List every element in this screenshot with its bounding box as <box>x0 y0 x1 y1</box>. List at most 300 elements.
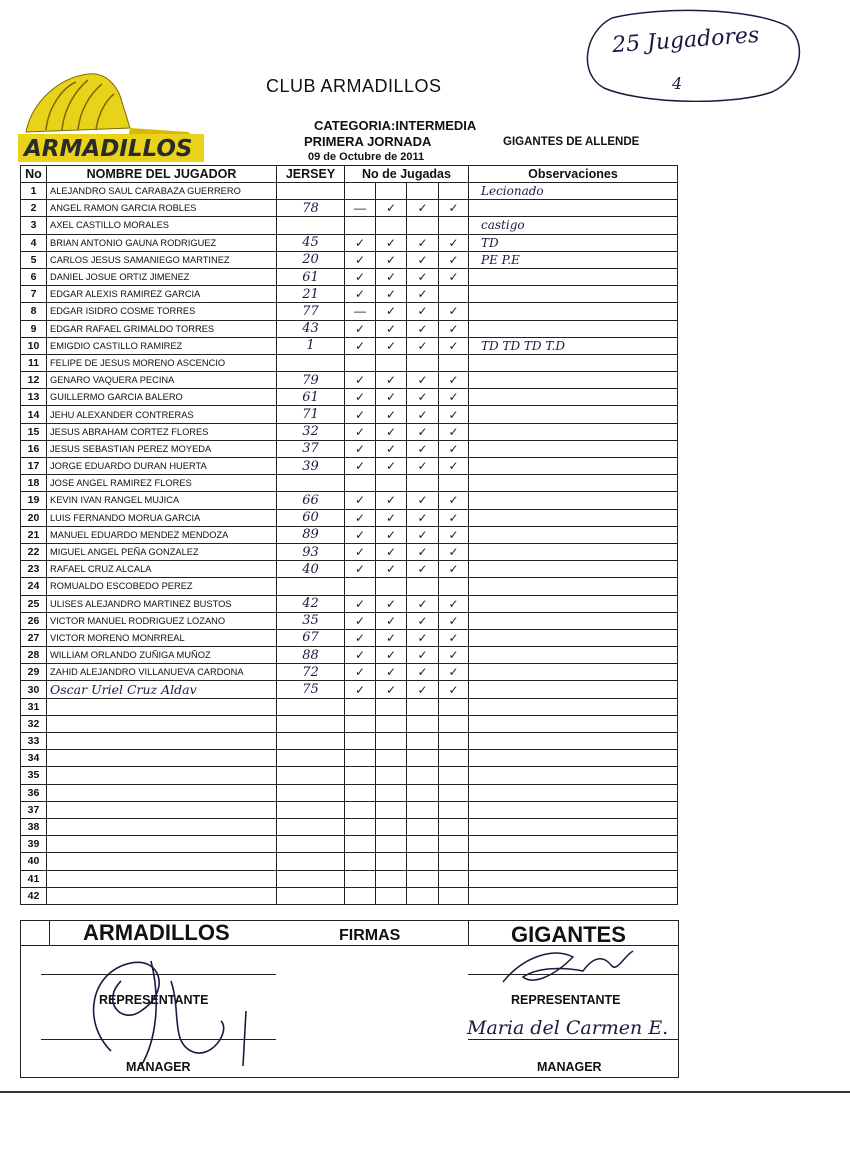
player-name: Oscar Uriel Cruz Aldav <box>47 681 277 698</box>
play-mark <box>439 870 469 887</box>
row-number: 15 <box>21 423 47 440</box>
observation <box>469 870 678 887</box>
play-mark <box>407 183 439 200</box>
jersey-number: 60 <box>277 509 345 526</box>
right-team-label: GIGANTES <box>511 922 626 947</box>
play-mark: ✓ <box>439 647 469 664</box>
play-mark: ✓ <box>439 303 469 320</box>
table-row <box>21 475 678 492</box>
player-name: MANUEL EDUARDO MENDEZ MENDOZA <box>47 526 277 543</box>
play-mark: ✓ <box>345 458 376 475</box>
header-no: No <box>21 166 47 183</box>
logo-text: ARMADILLOS <box>24 136 193 162</box>
play-mark: ✓ <box>407 612 439 629</box>
observation <box>469 612 678 629</box>
table-row <box>21 234 678 251</box>
table-row <box>21 286 678 303</box>
table-row <box>21 887 678 904</box>
jersey-number <box>277 836 345 853</box>
table-row <box>21 543 678 560</box>
play-mark <box>439 818 469 835</box>
table-row <box>21 458 678 475</box>
firmas-label: FIRMAS <box>339 927 401 944</box>
play-mark <box>345 475 376 492</box>
row-number: 32 <box>21 715 47 732</box>
table-row <box>21 784 678 801</box>
play-mark: ✓ <box>376 543 407 560</box>
right-signature-scribble <box>493 937 643 997</box>
player-name: ANGEL RAMON GARCIA ROBLES <box>47 200 277 217</box>
table-row <box>21 578 678 595</box>
player-name: LUIS FERNANDO MORUA GARCIA <box>47 509 277 526</box>
row-number: 28 <box>21 647 47 664</box>
play-mark: ✓ <box>407 561 439 578</box>
row-number: 14 <box>21 406 47 423</box>
jersey-number: 45 <box>277 234 345 251</box>
player-name: EDGAR ALEXIS RAMIREZ GARCIA <box>47 286 277 303</box>
player-name: ULISES ALEJANDRO MARTINEZ BUSTOS <box>47 595 277 612</box>
jersey-number: 35 <box>277 612 345 629</box>
play-mark: ✓ <box>376 286 407 303</box>
header-name: NOMBRE DEL JUGADOR <box>47 166 277 183</box>
observation <box>469 268 678 285</box>
play-mark: ✓ <box>376 664 407 681</box>
play-mark: ✓ <box>407 647 439 664</box>
play-mark <box>407 733 439 750</box>
player-name <box>47 698 277 715</box>
play-mark <box>376 733 407 750</box>
play-mark <box>345 887 376 904</box>
jersey-number <box>277 733 345 750</box>
row-number: 36 <box>21 784 47 801</box>
observation <box>469 406 678 423</box>
observation <box>469 561 678 578</box>
row-number: 40 <box>21 853 47 870</box>
play-mark <box>345 733 376 750</box>
left-signature-scribble <box>71 941 271 1071</box>
play-mark <box>407 217 439 234</box>
play-mark: ✓ <box>407 337 439 354</box>
table-row <box>21 681 678 698</box>
jersey-number: 75 <box>277 681 345 698</box>
play-mark: ✓ <box>439 681 469 698</box>
observation <box>469 733 678 750</box>
play-mark: ✓ <box>439 440 469 457</box>
jersey-number: 79 <box>277 372 345 389</box>
play-mark <box>376 801 407 818</box>
page-edge <box>0 1091 850 1093</box>
play-mark: ✓ <box>345 337 376 354</box>
row-number: 6 <box>21 268 47 285</box>
play-mark <box>345 801 376 818</box>
play-mark <box>439 887 469 904</box>
play-mark <box>439 183 469 200</box>
jersey-number: 20 <box>277 251 345 268</box>
play-mark: ✓ <box>407 458 439 475</box>
jersey-number: 71 <box>277 406 345 423</box>
row-number: 30 <box>21 681 47 698</box>
row-number: 35 <box>21 767 47 784</box>
play-mark <box>345 853 376 870</box>
play-mark <box>345 750 376 767</box>
play-mark: ✓ <box>407 492 439 509</box>
play-mark <box>439 217 469 234</box>
table-row <box>21 303 678 320</box>
play-mark: ✓ <box>345 681 376 698</box>
row-number: 27 <box>21 629 47 646</box>
observation <box>469 715 678 732</box>
play-mark <box>376 750 407 767</box>
jersey-number: 61 <box>277 389 345 406</box>
observation <box>469 372 678 389</box>
play-mark <box>376 217 407 234</box>
jersey-number: 93 <box>277 543 345 560</box>
play-mark <box>376 715 407 732</box>
sig-divider <box>49 921 50 945</box>
play-mark <box>376 870 407 887</box>
play-mark <box>407 784 439 801</box>
row-number: 19 <box>21 492 47 509</box>
play-mark <box>407 354 439 371</box>
play-mark: ✓ <box>439 337 469 354</box>
player-name: ROMUALDO ESCOBEDO PEREZ <box>47 578 277 595</box>
observation <box>469 681 678 698</box>
player-name <box>47 836 277 853</box>
play-mark: ✓ <box>376 681 407 698</box>
play-mark <box>376 183 407 200</box>
jersey-number <box>277 475 345 492</box>
play-mark: ✓ <box>345 629 376 646</box>
table-row <box>21 183 678 200</box>
observation <box>469 836 678 853</box>
table-row <box>21 354 678 371</box>
play-mark <box>439 750 469 767</box>
observation: TD TD TD T.D <box>469 337 678 354</box>
jersey-number <box>277 698 345 715</box>
player-name <box>47 767 277 784</box>
play-mark: ✓ <box>345 286 376 303</box>
table-row <box>21 526 678 543</box>
opponent-label: GIGANTES DE ALLENDE <box>503 136 640 148</box>
play-mark <box>407 475 439 492</box>
play-mark: ✓ <box>345 268 376 285</box>
play-mark <box>439 801 469 818</box>
row-number: 12 <box>21 372 47 389</box>
sig-divider <box>468 921 469 945</box>
play-mark: ✓ <box>439 509 469 526</box>
observation <box>469 354 678 371</box>
observation <box>469 698 678 715</box>
player-name: GENARO VAQUERA PECINA <box>47 372 277 389</box>
play-mark: ✓ <box>439 458 469 475</box>
row-number: 29 <box>21 664 47 681</box>
observation: castigo <box>469 217 678 234</box>
player-name: RAFAEL CRUZ ALCALA <box>47 561 277 578</box>
row-number: 23 <box>21 561 47 578</box>
play-mark <box>376 698 407 715</box>
observation: TD <box>469 234 678 251</box>
play-mark: ✓ <box>407 526 439 543</box>
row-number: 13 <box>21 389 47 406</box>
player-name: AXEL CASTILLO MORALES <box>47 217 277 234</box>
table-row <box>21 509 678 526</box>
play-mark: ✓ <box>439 406 469 423</box>
play-mark: ✓ <box>376 595 407 612</box>
play-mark: ✓ <box>439 561 469 578</box>
play-mark: ✓ <box>439 423 469 440</box>
table-row <box>21 320 678 337</box>
table-row <box>21 372 678 389</box>
play-mark <box>439 475 469 492</box>
row-number: 8 <box>21 303 47 320</box>
table-row <box>21 337 678 354</box>
observation <box>469 475 678 492</box>
row-number: 5 <box>21 251 47 268</box>
play-mark: ✓ <box>376 647 407 664</box>
observation <box>469 818 678 835</box>
table-row <box>21 217 678 234</box>
play-mark: ✓ <box>407 440 439 457</box>
observation <box>469 440 678 457</box>
table-row <box>21 268 678 285</box>
play-mark: ✓ <box>407 320 439 337</box>
observation <box>469 200 678 217</box>
play-mark: ✓ <box>376 629 407 646</box>
table-row <box>21 698 678 715</box>
play-mark: ✓ <box>439 526 469 543</box>
play-mark: ✓ <box>345 526 376 543</box>
play-mark: ✓ <box>345 320 376 337</box>
play-mark: ✓ <box>439 543 469 560</box>
row-number: 1 <box>21 183 47 200</box>
jersey-number <box>277 853 345 870</box>
play-mark <box>376 784 407 801</box>
table-row <box>21 423 678 440</box>
observation <box>469 853 678 870</box>
jersey-number: 37 <box>277 440 345 457</box>
row-number: 37 <box>21 801 47 818</box>
play-mark: ✓ <box>439 268 469 285</box>
jersey-number: 61 <box>277 268 345 285</box>
row-number: 25 <box>21 595 47 612</box>
play-mark <box>376 887 407 904</box>
play-mark: ✓ <box>376 458 407 475</box>
play-mark: ✓ <box>376 389 407 406</box>
row-number: 31 <box>21 698 47 715</box>
play-mark: ✓ <box>376 492 407 509</box>
jersey-number <box>277 818 345 835</box>
play-mark: ✓ <box>407 303 439 320</box>
play-mark <box>345 818 376 835</box>
jersey-number: 40 <box>277 561 345 578</box>
table-row <box>21 647 678 664</box>
left-team-label: ARMADILLOS <box>83 920 230 945</box>
table-row <box>21 801 678 818</box>
play-mark: ✓ <box>407 406 439 423</box>
row-number: 34 <box>21 750 47 767</box>
row-number: 39 <box>21 836 47 853</box>
jersey-number: 43 <box>277 320 345 337</box>
table-row <box>21 818 678 835</box>
observation <box>469 492 678 509</box>
play-mark <box>439 853 469 870</box>
jersey-number: 72 <box>277 664 345 681</box>
jersey-number: 78 <box>277 200 345 217</box>
jersey-number <box>277 750 345 767</box>
play-mark <box>407 578 439 595</box>
play-mark <box>345 217 376 234</box>
jersey-number <box>277 183 345 200</box>
play-mark: ✓ <box>345 389 376 406</box>
jersey-number <box>277 354 345 371</box>
player-name: DANIEL JOSUE ORTIZ JIMENEZ <box>47 268 277 285</box>
note-handwritten: 25 Jugadores <box>611 22 761 59</box>
play-mark <box>407 801 439 818</box>
jersey-number <box>277 784 345 801</box>
play-mark: ✓ <box>345 251 376 268</box>
table-row <box>21 733 678 750</box>
play-mark: ✓ <box>376 251 407 268</box>
table-row <box>21 561 678 578</box>
play-mark: ✓ <box>345 647 376 664</box>
play-mark: ✓ <box>376 337 407 354</box>
observation <box>469 767 678 784</box>
play-mark <box>407 818 439 835</box>
right-representante-label: REPRESENTANTE <box>511 993 621 1007</box>
play-mark <box>345 354 376 371</box>
observation <box>469 887 678 904</box>
observation <box>469 389 678 406</box>
row-number: 10 <box>21 337 47 354</box>
table-row <box>21 595 678 612</box>
jersey-number <box>277 217 345 234</box>
play-mark: ✓ <box>439 629 469 646</box>
play-mark <box>439 784 469 801</box>
header-observaciones: Observaciones <box>469 166 678 183</box>
play-mark <box>345 784 376 801</box>
row-number: 17 <box>21 458 47 475</box>
play-mark: ✓ <box>439 251 469 268</box>
player-name: FELIPE DE JESUS MORENO ASCENCIO <box>47 354 277 371</box>
play-mark <box>345 870 376 887</box>
play-mark: ✓ <box>407 251 439 268</box>
row-number: 3 <box>21 217 47 234</box>
play-mark: ✓ <box>439 234 469 251</box>
jersey-number: 42 <box>277 595 345 612</box>
right-manager-signature: Maria del Carmen E. <box>467 1017 669 1039</box>
row-number: 38 <box>21 818 47 835</box>
categoria-label: CATEGORIA:INTERMEDIA <box>314 118 477 133</box>
play-mark: ✓ <box>439 492 469 509</box>
play-mark <box>407 887 439 904</box>
play-mark: ✓ <box>407 372 439 389</box>
play-mark: ✓ <box>439 595 469 612</box>
row-number: 4 <box>21 234 47 251</box>
play-mark <box>407 698 439 715</box>
play-mark: ✓ <box>407 543 439 560</box>
play-mark <box>376 836 407 853</box>
observation <box>469 664 678 681</box>
note-handwritten-sub: 4 <box>672 74 683 93</box>
player-name <box>47 784 277 801</box>
row-number: 11 <box>21 354 47 371</box>
play-mark: ✓ <box>407 595 439 612</box>
play-mark <box>439 578 469 595</box>
jersey-number: 21 <box>277 286 345 303</box>
play-mark: ✓ <box>376 612 407 629</box>
observation <box>469 509 678 526</box>
table-row <box>21 406 678 423</box>
play-mark: ✓ <box>376 509 407 526</box>
observation <box>469 750 678 767</box>
play-mark: ✓ <box>345 234 376 251</box>
player-name <box>47 801 277 818</box>
player-name: VICTOR MANUEL RODRIGUEZ LOZANO <box>47 612 277 629</box>
table-row <box>21 767 678 784</box>
signatures-box <box>20 920 679 1078</box>
play-mark: ✓ <box>345 492 376 509</box>
jersey-number: 89 <box>277 526 345 543</box>
play-mark <box>407 853 439 870</box>
play-mark <box>345 715 376 732</box>
play-mark <box>345 183 376 200</box>
play-mark: ✓ <box>376 406 407 423</box>
play-mark: ✓ <box>439 664 469 681</box>
player-name: EDGAR RAFAEL GRIMALDO TORRES <box>47 320 277 337</box>
table-row <box>21 750 678 767</box>
play-mark: ✓ <box>439 612 469 629</box>
right-manager-label: MANAGER <box>537 1060 602 1074</box>
observation <box>469 784 678 801</box>
play-mark: ✓ <box>407 200 439 217</box>
play-mark: ✓ <box>376 372 407 389</box>
observation <box>469 526 678 543</box>
play-mark <box>345 578 376 595</box>
table-row <box>21 612 678 629</box>
observation <box>469 595 678 612</box>
play-mark <box>376 354 407 371</box>
play-mark: ✓ <box>407 664 439 681</box>
table-row <box>21 251 678 268</box>
date-label: 09 de Octubre de 2011 <box>308 151 425 163</box>
roster-table <box>20 165 678 905</box>
play-mark: ✓ <box>345 509 376 526</box>
jersey-number <box>277 767 345 784</box>
play-mark: ✓ <box>407 423 439 440</box>
player-name <box>47 733 277 750</box>
jersey-number <box>277 887 345 904</box>
play-mark: ✓ <box>345 440 376 457</box>
left-manager-label: MANAGER <box>126 1060 191 1074</box>
play-mark: ✓ <box>376 526 407 543</box>
table-row <box>21 853 678 870</box>
play-mark: ✓ <box>345 423 376 440</box>
play-mark <box>345 836 376 853</box>
row-number: 20 <box>21 509 47 526</box>
observation <box>469 423 678 440</box>
observation <box>469 458 678 475</box>
play-mark: ✓ <box>376 268 407 285</box>
table-row <box>21 389 678 406</box>
play-mark <box>407 715 439 732</box>
play-mark: ✓ <box>439 372 469 389</box>
observation <box>469 629 678 646</box>
play-mark: ✓ <box>376 303 407 320</box>
jersey-number: 66 <box>277 492 345 509</box>
player-name <box>47 853 277 870</box>
player-name: VICTOR MORENO MONRREAL <box>47 629 277 646</box>
play-mark: ✓ <box>345 595 376 612</box>
